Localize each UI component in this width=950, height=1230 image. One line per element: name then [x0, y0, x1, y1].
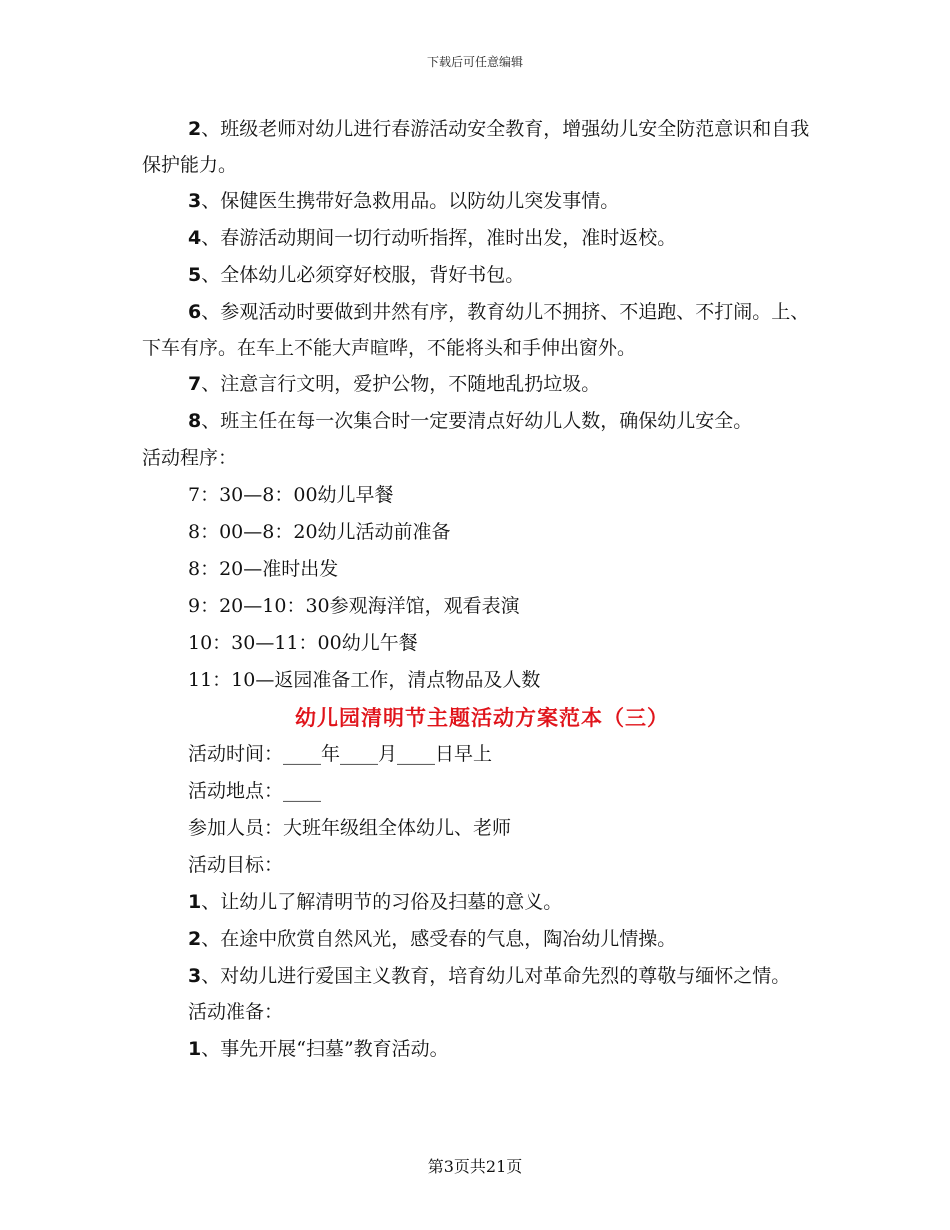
item-text: 、在途中欣赏自然风光，感受春的气息，陶冶幼儿情操。 — [201, 928, 677, 950]
goal-item-1 — [142, 884, 822, 921]
page-content — [142, 111, 822, 1068]
list-item-6 — [142, 294, 822, 366]
item-number: 3 — [188, 190, 202, 212]
item-text: 、注意言行文明，爱护公物，不随地乱扔垃圾。 — [201, 373, 601, 395]
item-number: 5 — [188, 264, 202, 286]
goal-item-2 — [142, 921, 822, 958]
info-line: 活动目标： — [188, 854, 284, 876]
item-text: 、春游活动期间一切行动听指挥，准时出发，准时返校。 — [201, 227, 677, 249]
schedule-item: 10：30—11：00幼儿午餐 — [188, 632, 418, 654]
item-number: 4 — [188, 227, 202, 249]
prep-item-1 — [142, 1031, 822, 1068]
schedule-item: 11：10—返园准备工作，清点物品及人数 — [188, 669, 541, 691]
item-number: 2 — [188, 118, 202, 140]
prep-label: 活动准备： — [188, 1001, 284, 1023]
section-title: 幼儿园清明节主题活动方案范本（三） — [295, 705, 669, 730]
item-text: 、让幼儿了解清明节的习俗及扫墓的意义。 — [201, 891, 563, 913]
item-text: 、参观活动时要做到井然有序，教育幼儿不拥挤、不追跑、不打闹。上、下车有序。在车上不能大声暄哗，不能将头和手伸出窗外。 — [142, 301, 810, 359]
list-item-5 — [142, 257, 822, 294]
schedule-item: 7：30—8：00幼儿早餐 — [188, 484, 394, 506]
item-text: 、对幼儿进行爱国主义教育，培育幼儿对革命先烈的尊敬与缅怀之情。 — [201, 965, 791, 987]
info-line: 活动时间：____年____月____日早上 — [188, 743, 493, 765]
page-footer: 第3页共21页 — [427, 1157, 523, 1176]
page-header: 下载后可任意编辑 — [426, 55, 523, 69]
goal-item-3 — [142, 958, 822, 994]
item-number: 7 — [188, 373, 202, 395]
list-item-7 — [142, 366, 822, 403]
item-text: 、全体幼儿必须穿好校服，背好书包。 — [201, 264, 525, 286]
program-label: 活动程序： — [142, 447, 238, 469]
info-line: 活动地点：____ — [188, 780, 322, 802]
item-number: 8 — [188, 410, 202, 432]
item-number: 2 — [188, 928, 202, 950]
item-number: 1 — [188, 891, 202, 913]
item-text: 、事先开展“扫墓”教育活动。 — [201, 1038, 449, 1060]
item-number: 1 — [188, 1038, 202, 1060]
schedule-item: 8：20—准时出发 — [188, 558, 339, 580]
item-text: 、班主任在每一次集合时一定要清点好幼儿人数，确保幼儿安全。 — [201, 410, 753, 432]
schedule-item: 9：20—10：30参观海洋馆，观看表演 — [188, 595, 520, 617]
item-number: 6 — [188, 301, 202, 323]
list-item-2 — [142, 111, 822, 183]
info-line: 参加人员：大班年级组全体幼儿、老师 — [188, 817, 512, 839]
item-text: 、保健医生携带好急救用品。以防幼儿突发事情。 — [201, 190, 620, 212]
list-item-3 — [142, 183, 822, 220]
item-number: 3 — [188, 965, 202, 987]
list-item-8 — [142, 403, 822, 440]
item-text: 、班级老师对幼儿进行春游活动安全教育，增强幼儿安全防范意识和自我保护能力。 — [142, 118, 810, 176]
schedule-item: 8：00—8：20幼儿活动前准备 — [188, 521, 451, 543]
list-item-4 — [142, 220, 822, 257]
